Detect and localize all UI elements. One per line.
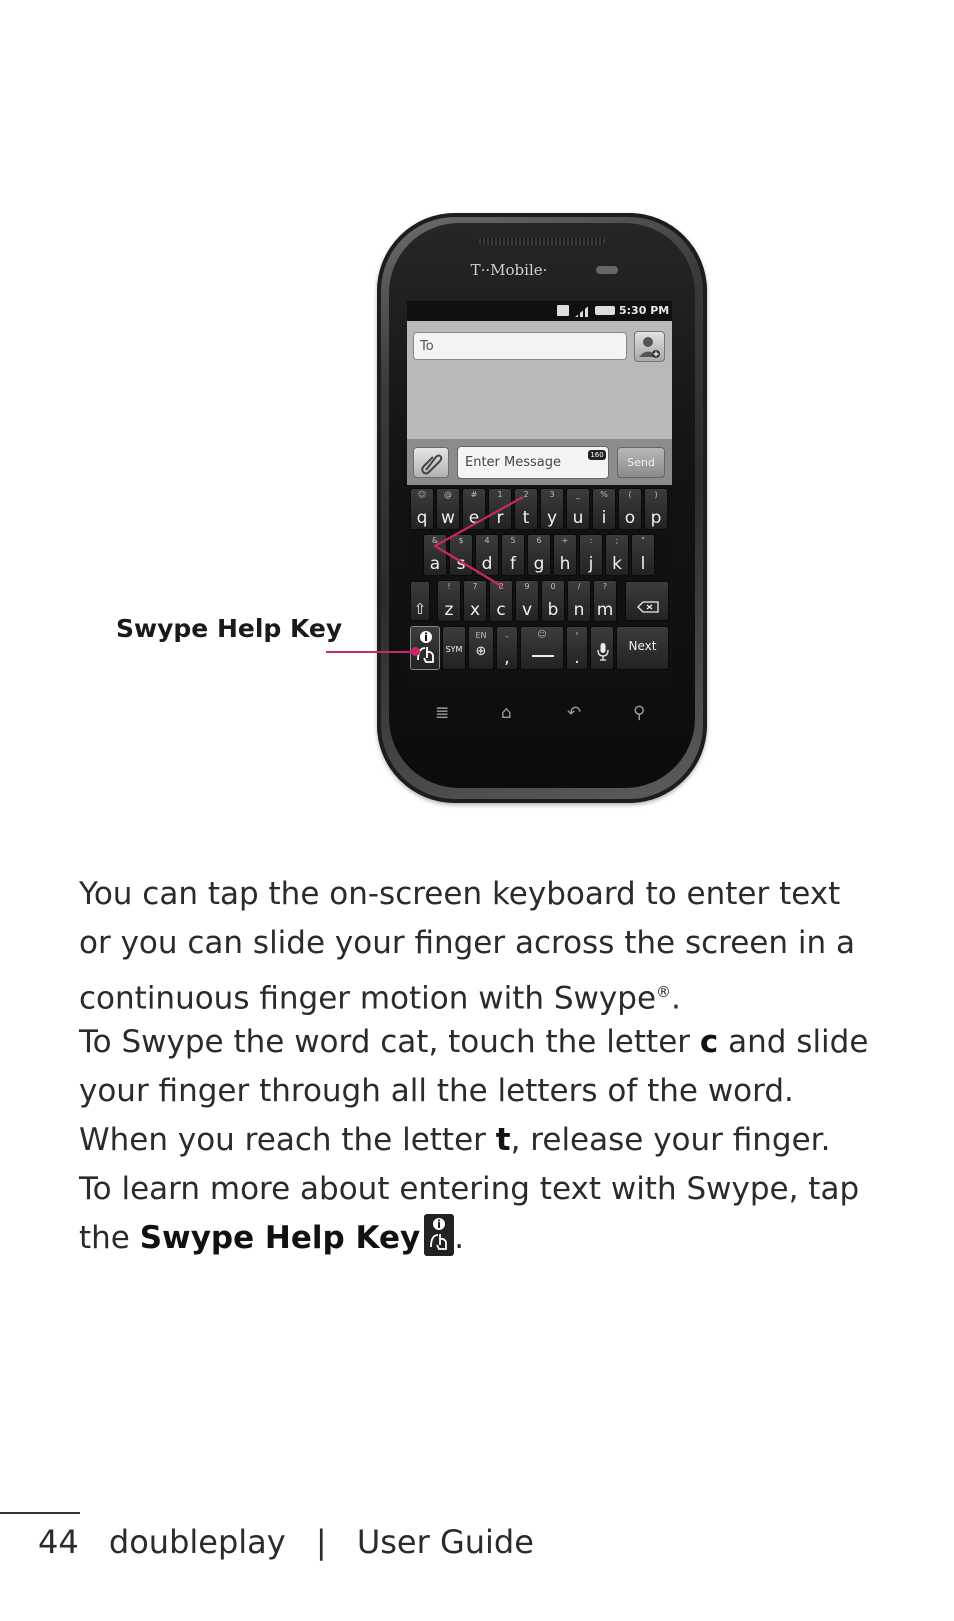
space-icon: [532, 655, 554, 657]
callout-line: [326, 651, 416, 653]
status-time: 5:30 PM: [619, 304, 670, 317]
microphone-icon: [597, 642, 609, 662]
swipe-trace: [407, 485, 672, 625]
swype-help-key-text: Swype Help Key: [139, 1220, 421, 1256]
key-label: h: [559, 554, 571, 574]
key-label: r: [496, 508, 504, 528]
key-label: o: [624, 508, 636, 528]
signal-icon: [575, 304, 591, 317]
key-label: k: [612, 554, 622, 574]
footer-product: doubleplay: [108, 1523, 286, 1561]
key-label: g: [533, 554, 545, 574]
key-label: c: [496, 600, 506, 620]
key-alt-label: 3: [549, 490, 555, 499]
key-label: n: [573, 600, 585, 620]
paragraph-2: [79, 1018, 869, 1263]
key-alt-label: +: [561, 536, 569, 545]
letter-t: t: [495, 1122, 511, 1158]
key-alt-label: 1: [497, 490, 503, 499]
network-icon: [557, 305, 569, 316]
paragraph-1-text: You can tap the on-screen keyboard to enter text or you can slide your finger across the screen in a continuous finger motion with Swype: [79, 876, 855, 1017]
phone-brand: T··Mobile·: [470, 261, 548, 279]
add-contact-button[interactable]: [634, 331, 665, 362]
key-label: p: [650, 508, 662, 528]
message-placeholder: Enter Message: [465, 455, 562, 470]
attach-button[interactable]: [413, 447, 449, 478]
key-label: a: [429, 554, 441, 574]
key-alt-label: !: [447, 582, 451, 591]
key-alt-label: ?: [602, 582, 608, 591]
key-label: j: [588, 554, 594, 574]
key-label: l: [640, 554, 646, 574]
footer-rule: [0, 1512, 80, 1514]
callout-dot: [411, 647, 420, 656]
key-alt-label: @: [444, 490, 452, 499]
key-alt-label: 5: [510, 536, 516, 545]
compose-bar: [407, 439, 672, 485]
key-alt-label: ): [654, 490, 658, 499]
key-alt-label: 0: [550, 582, 556, 591]
shift-icon: ⇧: [413, 600, 427, 618]
camera-icon: [596, 266, 618, 274]
paragraph-1: [79, 870, 869, 1023]
paragraph-2-part-d: , release your finger. To learn more about entering text with Swype, tap the: [79, 1122, 860, 1256]
registered-mark: ®: [656, 983, 672, 1001]
paragraph-2-end: .: [454, 1220, 465, 1256]
symbol-key-label: SYM: [445, 645, 463, 654]
globe-icon: ⊕: [475, 644, 487, 659]
send-button[interactable]: Send: [617, 447, 665, 478]
speaker-grille: [479, 237, 605, 245]
key-alt-label: ☺: [417, 490, 427, 499]
phone-screen: [407, 301, 672, 689]
paragraph-2-part-b: and slide your finger through all the letters of the word. When you reach the letter: [79, 1024, 869, 1158]
period-label: .: [574, 648, 580, 668]
key-alt-label: :: [589, 536, 593, 545]
status-bar: [407, 301, 672, 321]
key-label: q: [416, 508, 428, 528]
key-alt-label: ": [641, 536, 645, 545]
to-field[interactable]: To: [413, 332, 627, 360]
comma-key[interactable]: [496, 626, 518, 670]
key-label: e: [468, 508, 480, 528]
key-alt-label: 8: [498, 582, 504, 591]
language-key-label: EN: [475, 631, 487, 640]
footer-separator: |: [315, 1523, 327, 1561]
key-alt-label: 6: [536, 536, 542, 545]
period-key[interactable]: [566, 626, 588, 670]
swype-help-key-icon: [424, 1214, 454, 1256]
key-alt-label: 4: [484, 536, 490, 545]
key-alt-label: $: [458, 536, 464, 545]
key-label: s: [456, 554, 466, 574]
battery-icon: [595, 306, 615, 315]
next-key-label: Next: [628, 639, 657, 653]
comma-label: ,: [504, 648, 510, 668]
paperclip-icon: [414, 448, 448, 477]
contact-icon: [635, 332, 664, 361]
nav-bar: [423, 703, 663, 727]
key-alt-label: 7: [472, 582, 478, 591]
key-alt-label: 2: [523, 490, 529, 499]
callout-label: Swype Help Key: [116, 614, 343, 643]
home-icon[interactable]: ⌂: [501, 703, 512, 723]
dash-label: –: [505, 632, 509, 641]
key-label: y: [546, 508, 558, 528]
key-label: m: [596, 600, 614, 620]
smiley-icon: ☺: [537, 630, 547, 640]
key-alt-label: _: [576, 490, 580, 499]
paragraph-1-end: .: [671, 980, 681, 1017]
key-label: d: [481, 554, 493, 574]
key-alt-label: ;: [615, 536, 619, 545]
key-label: w: [441, 508, 455, 528]
letter-c: c: [699, 1024, 719, 1060]
key-label: f: [510, 554, 516, 574]
key-label: i: [601, 508, 607, 528]
key-label: t: [522, 508, 530, 528]
page-footer: [38, 1523, 554, 1561]
key-label: u: [572, 508, 584, 528]
apostrophe-label: ': [575, 630, 579, 643]
back-icon[interactable]: ↶: [567, 703, 582, 723]
swype-keyboard: [407, 485, 672, 689]
paragraph-2-part-a: To Swype the word cat, touch the letter: [79, 1024, 700, 1060]
key-alt-label: &: [431, 536, 439, 545]
key-label: b: [547, 600, 559, 620]
phone-illustration: [377, 213, 707, 803]
character-counter: 160: [588, 450, 606, 460]
next-key[interactable]: [616, 626, 669, 670]
voice-key[interactable]: [590, 626, 614, 670]
page-number: 44: [38, 1523, 79, 1561]
message-field[interactable]: [457, 446, 609, 479]
space-key[interactable]: [520, 626, 564, 670]
menu-icon[interactable]: ≣: [435, 703, 450, 723]
key-alt-label: (: [628, 490, 632, 499]
key-alt-label: 9: [524, 582, 530, 591]
footer-guide: User Guide: [356, 1523, 534, 1561]
key-alt-label: %: [600, 490, 608, 499]
language-key[interactable]: [468, 626, 494, 670]
key-alt-label: #: [470, 490, 478, 499]
key-alt-label: /: [577, 582, 581, 591]
symbol-key[interactable]: [442, 626, 466, 670]
search-icon[interactable]: ⚲: [633, 703, 646, 723]
key-label: v: [521, 600, 533, 620]
phone-face: [389, 223, 695, 788]
key-label: x: [469, 600, 481, 620]
key-label: z: [444, 600, 454, 620]
